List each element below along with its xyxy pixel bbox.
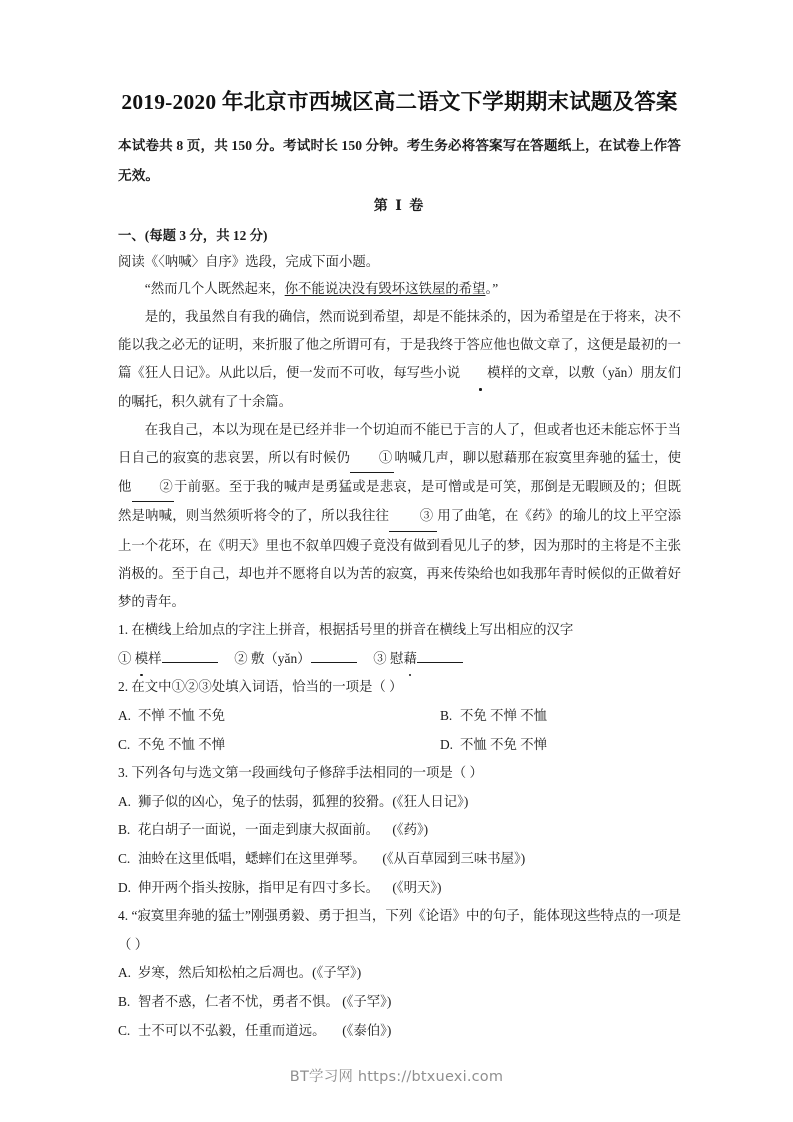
question-3-number: 3. [118,765,129,781]
option-c-label: C. [118,851,131,866]
option-c-source: (《从百草园到三味书屋》) [382,851,526,866]
question-4-option-b[interactable] [118,988,681,1017]
paragraph1-part1: 是的，我虽然自有我的确信，然而说到希望，却是不能抹杀的，因为希望是在于将来，决不能以我之必无的证明，来折服了他之所谓可有，于是我终于答应他也做文章了，这便是最初的一篇《狂人日记》。从此以后，便一发而不可收，每写些小说 [118,309,681,381]
option-d-label: D. [440,736,454,752]
option-a-text: 狮子似的凶心，兔子的怯弱，狐狸的狡猾。 [138,793,393,809]
option-b-text: 智者不惑，仁者不忧，勇者不惧。 [138,993,339,1009]
option-c-text: 不免 不恤 不惮 [138,736,226,752]
passage-blank-3: ③ [389,502,437,531]
reading-lead-in: 阅读《〈呐喊〉自序》选段，完成下面小题。 [118,254,380,270]
question-2-stem [118,673,681,702]
question-4-option-a[interactable] [118,959,681,988]
option-b-source: (《药》) [392,822,429,838]
q1-item-3-word: 慰 [390,650,404,666]
option-c-source: (《泰伯》) [342,1022,392,1038]
question-2-option-b[interactable] [440,702,681,731]
question-3-option-d[interactable] [118,874,681,903]
option-b-source: (《子罕》) [342,993,392,1009]
question-2-option-c[interactable] [118,731,440,760]
q1-blank-2[interactable] [311,648,357,662]
option-d-source: (《明天》) [392,879,442,895]
option-d-text: 不恤 不免 不惮 [460,736,548,752]
quote-open: “然而几个人既然起来， [144,281,285,297]
question-1-number: 1. [118,622,129,638]
quote-close: 。” [485,281,499,297]
passage-quote [118,275,681,303]
question-2-number: 2. [118,679,129,695]
question-1-text: 在横线上给加点的字注上拼音，根据括号里的拼音在横线上写出相应的汉字 [131,622,574,638]
paragraph2-part2: 呐喊几声，聊以慰藉那在寂寞里奔驰的猛士，使他 [118,450,682,495]
option-d-text: 伸开两个指头按脉，指甲足有四寸多长。 [138,879,380,895]
passage-paragraph-2 [118,416,681,616]
question-2-option-a[interactable] [118,702,440,731]
question-4-option-c[interactable] [118,1017,681,1046]
question-4-text: “寂寞里奔驰的猛士”刚强勇毅、勇于担当，下列《论语》中的句子，能体现这些特点的一项是（ ） [118,908,681,952]
question-3-option-c[interactable] [118,845,681,874]
q1-item-3-emph: 藉 [403,645,416,674]
option-c-label: C. [118,736,131,752]
question-3-option-a[interactable] [118,788,681,817]
paragraph2-part3: 于前驱。至于我的喊声是勇猛或是悲哀，是可憎或是可笑，那倒是无暇顾及的；但既然是呐喊，则当然须听将令的了，所以我往往 [118,479,682,524]
q1-item-1-word: 样 [148,650,162,666]
option-d-label: D. [118,879,132,895]
part-header: 一、(每题 3 分，共 12 分) [118,228,268,244]
q1-item-2-marker: ② [234,650,248,666]
question-2-options-row-2 [118,731,681,760]
q1-item-1-emph: 模 [135,645,148,674]
q1-item-2-word: 敷（yǎn） [251,650,311,666]
question-3-stem [118,759,681,788]
q1-blank-3[interactable] [417,648,463,662]
paragraph2-part4: 用了曲笔，在《药》的瑜儿的坟上平空添上一个花环，在《明天》里也不叙单四嫂子竟没有做到看见儿子的梦，因为那时的主将是不主张消极的。至于自己，却也并不愿将自以为苦的寂寞，再来传染给也如我那年青时候似的正做着好梦的青年。 [118,508,682,610]
q1-blank-1[interactable] [162,648,218,662]
q1-item-1-marker: ① [118,650,132,666]
option-c-text: 士不可以不弘毅，任重而道远。 [138,1022,326,1038]
option-a-label: A. [118,708,132,724]
emphasis-char-mo: 模 [460,359,500,387]
question-2-text: 在文中①②③处填入词语，恰当的一项是（ ） [131,679,403,695]
option-a-label: A. [118,965,132,981]
option-b-label: B. [118,993,131,1009]
section-header: 第 Ⅰ 卷 [373,199,426,215]
exam-notice: 本试卷共 8 页，共 150 分。考试时长 150 分钟。考生务必将答案写在答题纸上，在试卷上作答无效。 [118,138,681,184]
question-4-stem [118,902,681,959]
question-2-options-row-1 [118,702,681,731]
option-a-source: (《子罕》) [312,965,362,981]
page-title: 2019-2020 年北京市西城区高二语文下学期期末试题及答案 [121,90,678,114]
paragraph1-part2: 样的文章，以敷（yǎn）朋友们的嘱托，积久就有了十余篇。 [118,365,681,409]
question-1-stem [118,616,681,645]
option-a-source: (《狂人日记》) [392,793,469,809]
option-a-label: A. [118,793,132,809]
question-3-option-b[interactable] [118,816,681,845]
option-c-label: C. [118,1022,131,1038]
footer-watermark: BT学习网 https://btxuexi.com [289,1069,504,1085]
passage-paragraph-1 [118,303,681,416]
option-c-text: 油蛉在这里低唱，蟋蟀们在这里弹琴。 [138,851,366,866]
question-3-text: 下列各句与选文第一段画线句子修辞手法相同的一项是（ ） [131,765,483,781]
passage-blank-2: ② [132,473,174,502]
paragraph2-part1: 在我自己，本以为现在是已经并非一个切迫而不能已于言的人了，但或者也还未能忘怀于当日自己的寂寞的悲哀罢，所以有时候仍 [118,421,681,466]
option-b-label: B. [118,822,131,838]
option-a-text: 不惮 不恤 不免 [138,708,226,724]
question-1-answer-blanks [118,645,681,674]
option-b-label: B. [440,708,453,724]
question-4-number: 4. [118,908,129,924]
quote-underlined: 你不能说决没有毁坏这铁屋的希望 [284,281,486,297]
option-b-text: 花白胡子一面说，一面走到康大叔面前。 [138,822,380,838]
q1-item-3-marker: ③ [373,650,387,666]
passage-blank-1: ① [350,444,394,473]
option-a-text: 岁寒，然后知松柏之后凋也。 [138,965,313,981]
question-2-option-d[interactable] [440,731,681,760]
option-b-text: 不免 不惮 不恤 [460,708,548,724]
